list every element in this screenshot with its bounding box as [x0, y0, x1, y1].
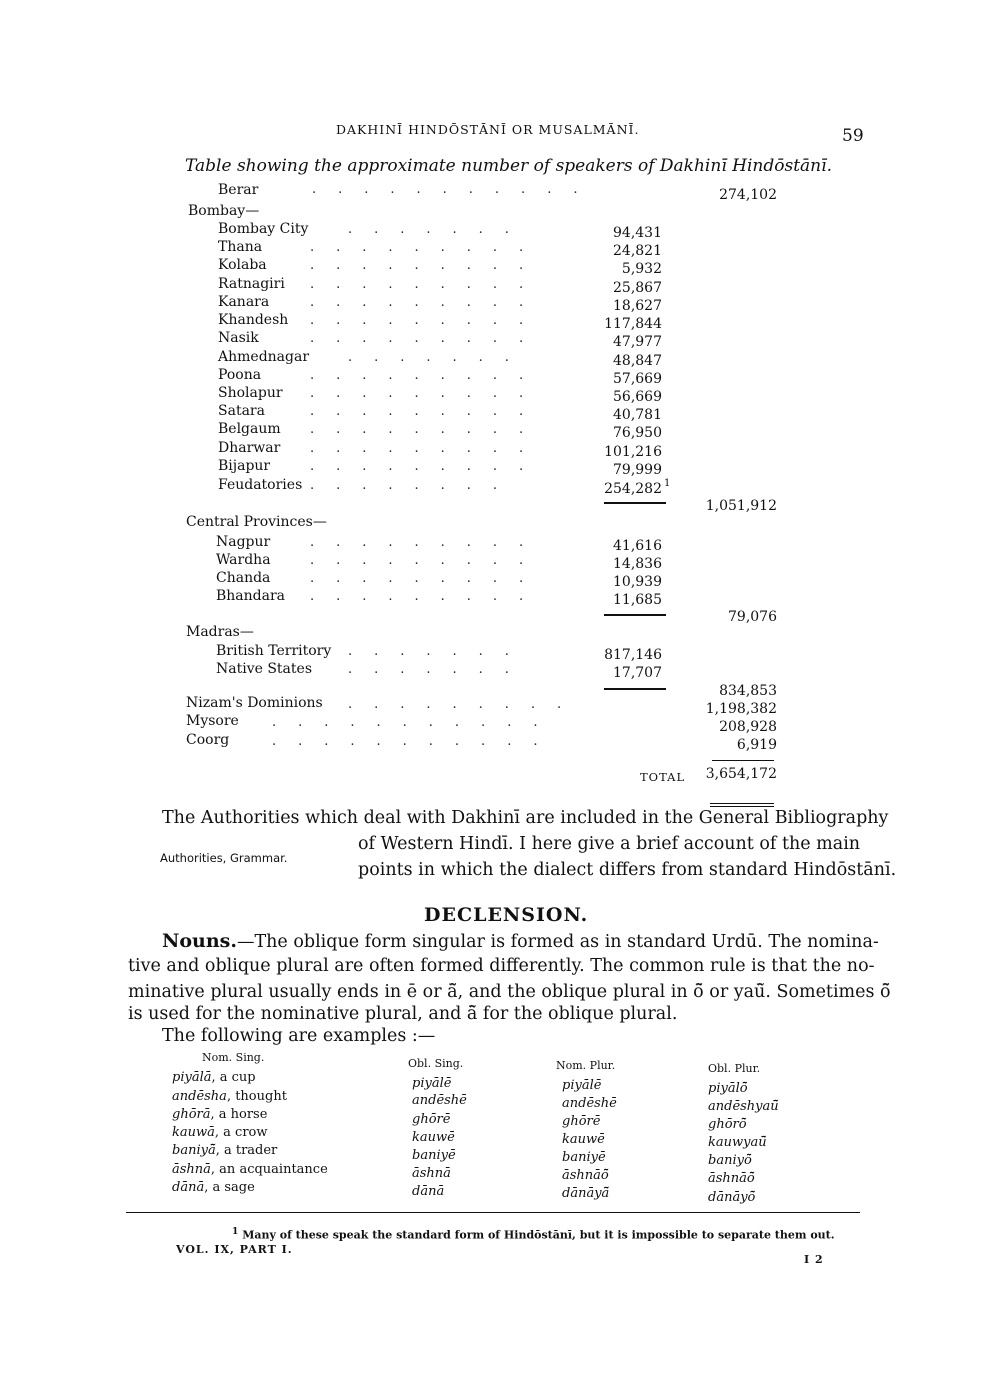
authorities-line-2: of Western Hindī. I here give a brief account of the main: [358, 834, 861, 854]
row-value: 101,216: [604, 444, 662, 460]
nouns-run-in-heading: Nouns.: [162, 930, 237, 952]
authorities-line-1: The Authorities which deal with Dakhinī are included in the General Bibliography: [162, 808, 889, 828]
leader-dots: ........: [310, 478, 520, 493]
total-rule: [712, 760, 774, 761]
leader-dots: .........: [310, 386, 546, 401]
example-nom-sing: [172, 1180, 255, 1195]
leader-dots: .........: [310, 404, 546, 419]
example-obl-plur: āshnāō̃: [708, 1171, 755, 1186]
col-header-obl-plur: Obl. Plur.: [708, 1062, 761, 1075]
leader-dots: .........: [310, 240, 546, 255]
example-obl-sing: dānā: [412, 1184, 445, 1199]
row-value: 41,616: [613, 538, 662, 554]
example-obl-sing: andēshē: [412, 1093, 467, 1108]
example-nom-sing: [172, 1143, 277, 1158]
berar-total: 274,102: [719, 187, 777, 203]
row-label: Satara: [218, 403, 265, 419]
example-gloss: , an acquaintance: [210, 1162, 328, 1177]
example-word: baniyā̃: [172, 1143, 216, 1158]
row-label: Bhandara: [216, 588, 286, 604]
example-word: andēsha: [172, 1089, 227, 1104]
double-rule-top: [710, 803, 774, 804]
example-gloss: , a crow: [214, 1125, 268, 1140]
example-nom-plur: āshnāō̃: [562, 1168, 609, 1183]
leader-dots: .........: [310, 258, 546, 273]
example-nom-plur: andēshē: [562, 1096, 617, 1111]
leader-dots: .........: [310, 368, 546, 383]
footnote-text: Many of these speak the standard form of Hindōstānī, but it is impossible to separate them out.: [242, 1228, 835, 1242]
footnote-marker: 1: [664, 478, 671, 489]
nouns-paragraph-line-3: minative plural usually ends in ē or ā̃, and the oblique plural in ō̃ or yaū̃. Sometimes ō̃: [128, 982, 891, 1002]
row-label-coorg: Coorg: [186, 732, 230, 748]
example-nom-sing: [172, 1125, 268, 1140]
row-value: 5,932: [621, 261, 662, 277]
leader-dots: .........: [310, 313, 546, 328]
section-heading-declension: DECLENSION.: [424, 904, 589, 926]
row-value: 24,821: [613, 243, 662, 259]
row-label: Khandesh: [218, 312, 289, 328]
example-word: dānā: [172, 1180, 205, 1195]
group-label-madras: Madras—: [186, 624, 254, 640]
row-value: 117,844: [604, 316, 662, 332]
example-gloss: , thought: [226, 1089, 287, 1104]
example-obl-plur: ghōrō̃: [708, 1117, 747, 1132]
footnote: [232, 1226, 835, 1242]
running-title: DAKHINĪ HINDŌSTĀNĪ OR MUSALMĀNĪ.: [336, 122, 640, 137]
example-gloss: , a horse: [210, 1107, 268, 1122]
page-number: 59: [842, 126, 864, 146]
group-label-bombay: Bombay—: [188, 203, 260, 219]
grand-total-value: 3,654,172: [705, 766, 777, 782]
sidenote-authorities-grammar: Authorities, Grammar.: [160, 851, 288, 865]
example-nom-sing: [172, 1070, 256, 1085]
row-value: 18,627: [613, 298, 662, 314]
col-header-obl-sing: Obl. Sing.: [408, 1057, 464, 1070]
row-label-mysore: Mysore: [186, 713, 239, 729]
row-label: Wardha: [216, 552, 271, 568]
footnote-rule: [126, 1212, 860, 1213]
leader-dots: .........: [310, 535, 546, 550]
row-value: 25,867: [613, 280, 662, 296]
example-word: kauwā: [172, 1125, 215, 1140]
row-value: 79,999: [613, 462, 662, 478]
row-label: Dharwar: [218, 440, 281, 456]
row-label: Native States: [216, 661, 313, 677]
table-title: Table showing the approximate number of speakers of Dakhinī Hindōstānī.: [185, 156, 832, 176]
subtotal-rule: [604, 502, 666, 504]
subtotal-rule: [604, 688, 666, 690]
example-gloss: , a trader: [215, 1143, 278, 1158]
example-word: ghōrā: [172, 1107, 211, 1122]
leader-dots: .......: [348, 662, 531, 677]
example-nom-plur: ghōrē: [562, 1114, 601, 1129]
nouns-paragraph-line-2: tive and oblique plural are often formed differently. The common rule is that the no-: [128, 956, 875, 976]
row-label-berar: Berar: [218, 182, 259, 198]
nouns-text: —The oblique form singular is formed as in standard Urdū. The nomina-: [236, 932, 879, 952]
leader-dots: .........: [310, 295, 546, 310]
volume-signature: VOL. IX, PART I.: [176, 1243, 293, 1256]
example-gloss: , a sage: [204, 1180, 255, 1195]
example-obl-plur: piyālō̃: [708, 1081, 748, 1096]
authorities-line-3: points in which the dialect differs from standard Hindōstānī.: [358, 860, 897, 880]
nouns-paragraph-line-1: [162, 930, 879, 952]
nouns-paragraph-line-4: is used for the nominative plural, and ā̃ for the oblique plural.: [128, 1004, 678, 1024]
row-value: 94,431: [613, 225, 662, 241]
row-total: 208,928: [719, 719, 777, 735]
row-value: 14,836: [613, 556, 662, 572]
example-obl-plur: dānāyō̃: [708, 1190, 756, 1205]
leader-dots: .........: [310, 571, 546, 586]
row-value: 10,939: [613, 574, 662, 590]
footnote-marker: 1: [232, 1226, 239, 1237]
example-obl-sing: āshnā: [412, 1166, 451, 1181]
row-total: 6,919: [736, 737, 777, 753]
example-obl-sing: baniyē: [412, 1148, 456, 1163]
leader-dots: .........: [310, 589, 546, 604]
leader-dots: ...........: [272, 734, 560, 749]
example-nom-sing: [172, 1107, 267, 1122]
row-label: Nagpur: [216, 534, 271, 550]
grand-total-label: TOTAL: [640, 770, 686, 784]
central-provinces-total: 79,076: [728, 609, 777, 625]
row-label: Feudatories: [218, 477, 303, 493]
row-value: 17,707: [613, 665, 662, 681]
row-label: Ratnagiri: [218, 276, 285, 292]
example-nom-plur: baniyē: [562, 1150, 606, 1165]
example-obl-plur: kauwyaū̃: [708, 1135, 767, 1150]
leader-dots: .........: [348, 697, 584, 712]
row-value: 254,282: [604, 481, 662, 497]
example-gloss: , a cup: [211, 1070, 256, 1085]
group-label-central-provinces: Central Provinces—: [186, 514, 327, 530]
example-obl-sing: piyālē: [412, 1076, 452, 1091]
leader-dots: ...........: [272, 715, 560, 730]
leader-dots: .......: [348, 644, 531, 659]
leader-dots: ...........: [312, 182, 600, 197]
bombay-total: 1,051,912: [705, 498, 777, 514]
row-value: 40,781: [613, 407, 662, 423]
row-label: Bombay City: [218, 221, 309, 237]
example-obl-sing: kauwē: [412, 1130, 455, 1145]
example-obl-plur: andēshyaū̃: [708, 1099, 779, 1114]
example-word: piyālā: [172, 1070, 212, 1085]
example-obl-sing: ghōrē: [412, 1112, 451, 1127]
row-label: Thana: [218, 239, 263, 255]
row-label: Bijapur: [218, 458, 271, 474]
row-label: Nasik: [218, 330, 259, 346]
examples-intro: The following are examples :—: [162, 1026, 436, 1046]
madras-total: 834,853: [719, 683, 777, 699]
leader-dots: .........: [310, 331, 546, 346]
leader-dots: .........: [310, 553, 546, 568]
subtotal-rule: [604, 614, 666, 616]
example-obl-plur: baniyō̃: [708, 1153, 752, 1168]
col-header-nom-plur: Nom. Plur.: [556, 1059, 616, 1072]
row-label-nizams-dominions: Nizam's Dominions: [186, 695, 323, 711]
row-value: 76,950: [613, 425, 662, 441]
row-value: 57,669: [613, 371, 662, 387]
leader-dots: .........: [310, 459, 546, 474]
row-label: Ahmednagar: [218, 349, 310, 365]
leader-dots: .........: [310, 441, 546, 456]
row-label: Belgaum: [218, 421, 281, 437]
example-nom-plur: piyālē: [562, 1078, 602, 1093]
example-nom-plur: dānāyā̃: [562, 1186, 610, 1201]
leader-dots: .......: [348, 222, 531, 237]
example-nom-sing: [172, 1162, 328, 1177]
col-header-nom-sing: Nom. Sing.: [202, 1051, 265, 1064]
row-total: 1,198,382: [705, 701, 777, 717]
leader-dots: .......: [348, 350, 531, 365]
example-word: āshnā: [172, 1162, 211, 1177]
example-nom-sing: [172, 1089, 287, 1104]
row-label: Poona: [218, 367, 262, 383]
leader-dots: .........: [310, 422, 546, 437]
printer-signature: I 2: [804, 1253, 824, 1266]
row-label: British Territory: [216, 643, 332, 659]
row-label: Kolaba: [218, 257, 267, 273]
example-nom-plur: kauwē: [562, 1132, 605, 1147]
row-value: 47,977: [613, 334, 662, 350]
row-value: 56,669: [613, 389, 662, 405]
double-rule-bottom: [710, 806, 774, 807]
row-value: 817,146: [604, 647, 662, 663]
leader-dots: .........: [310, 277, 546, 292]
row-label: Chanda: [216, 570, 271, 586]
row-value: 48,847: [613, 353, 662, 369]
row-label: Kanara: [218, 294, 270, 310]
row-label: Sholapur: [218, 385, 283, 401]
row-value: 11,685: [613, 592, 662, 608]
